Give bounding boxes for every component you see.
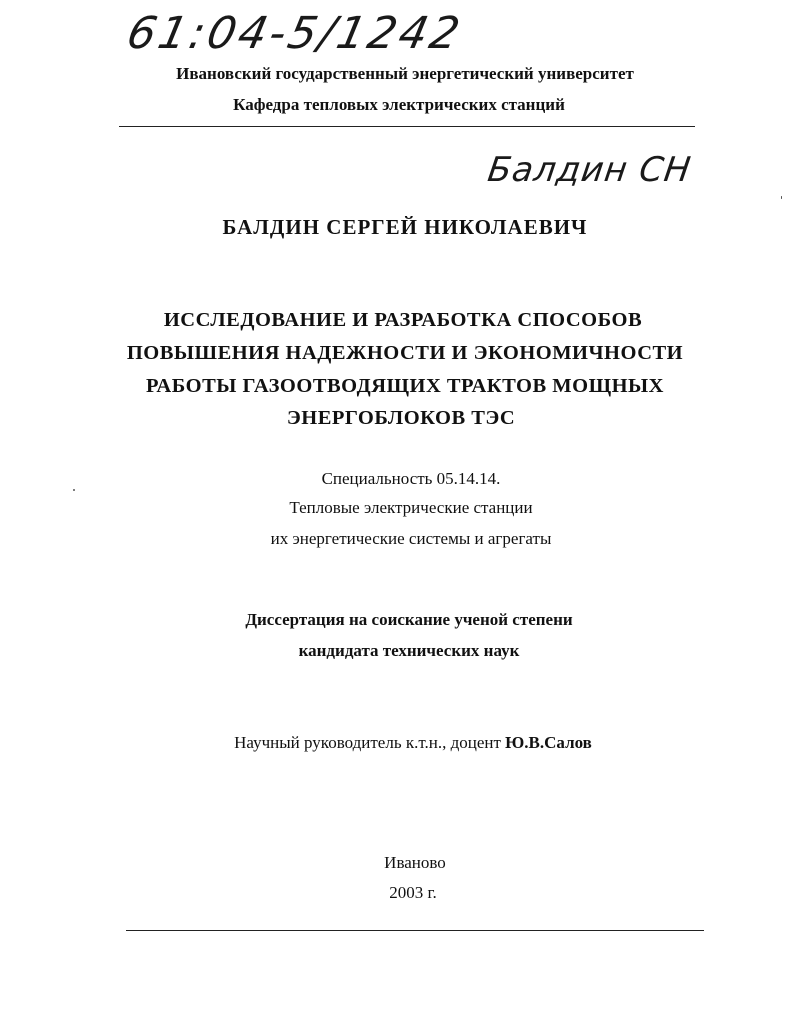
- degree-statement-line-2: кандидата технических наук: [298, 641, 520, 660]
- thesis-title-line-1: ИССЛЕДОВАНИЕ И РАЗРАБОТКА СПОСОБОВ: [163, 309, 643, 331]
- handwritten-signature: Балдин СН: [485, 150, 694, 190]
- scientific-advisor: [16, 733, 794, 753]
- author-name: БАЛДИН СЕРГЕЙ НИКОЛАЕВИЧ: [222, 215, 588, 239]
- scan-speck: [781, 196, 782, 199]
- city: Иваново: [384, 853, 446, 872]
- top-divider: [119, 126, 695, 127]
- advisor-prefix: Научный руководитель к.т.н., доцент: [234, 733, 501, 752]
- university-name: Ивановский государственный энергетический университет: [176, 64, 634, 83]
- specialty-name-line-2: их энергетические системы и агрегаты: [270, 529, 552, 548]
- bottom-divider: [126, 930, 704, 931]
- degree-statement-line-1: Диссертация на соискание ученой степени: [245, 610, 573, 629]
- thesis-title-line-2: ПОВЫШЕНИЯ НАДЕЖНОСТИ И ЭКОНОМИЧНОСТИ: [126, 342, 684, 364]
- specialty-name-line-1: Тепловые электрические станции: [289, 498, 533, 517]
- department-name: Кафедра тепловых электрических станций: [233, 95, 565, 114]
- specialty-code: Специальность 05.14.14.: [321, 469, 501, 488]
- scan-speck: [73, 489, 75, 491]
- thesis-title-line-3: РАБОТЫ ГАЗООТВОДЯЩИХ ТРАКТОВ МОЩНЫХ: [146, 375, 664, 397]
- handwritten-catalog-number: 61:04-5/1242: [122, 8, 467, 59]
- thesis-title-line-4: ЭНЕРГОБЛОКОВ ТЭС: [286, 407, 516, 429]
- year: 2003 г.: [389, 883, 437, 902]
- advisor-name: Ю.В.Салов: [505, 733, 592, 752]
